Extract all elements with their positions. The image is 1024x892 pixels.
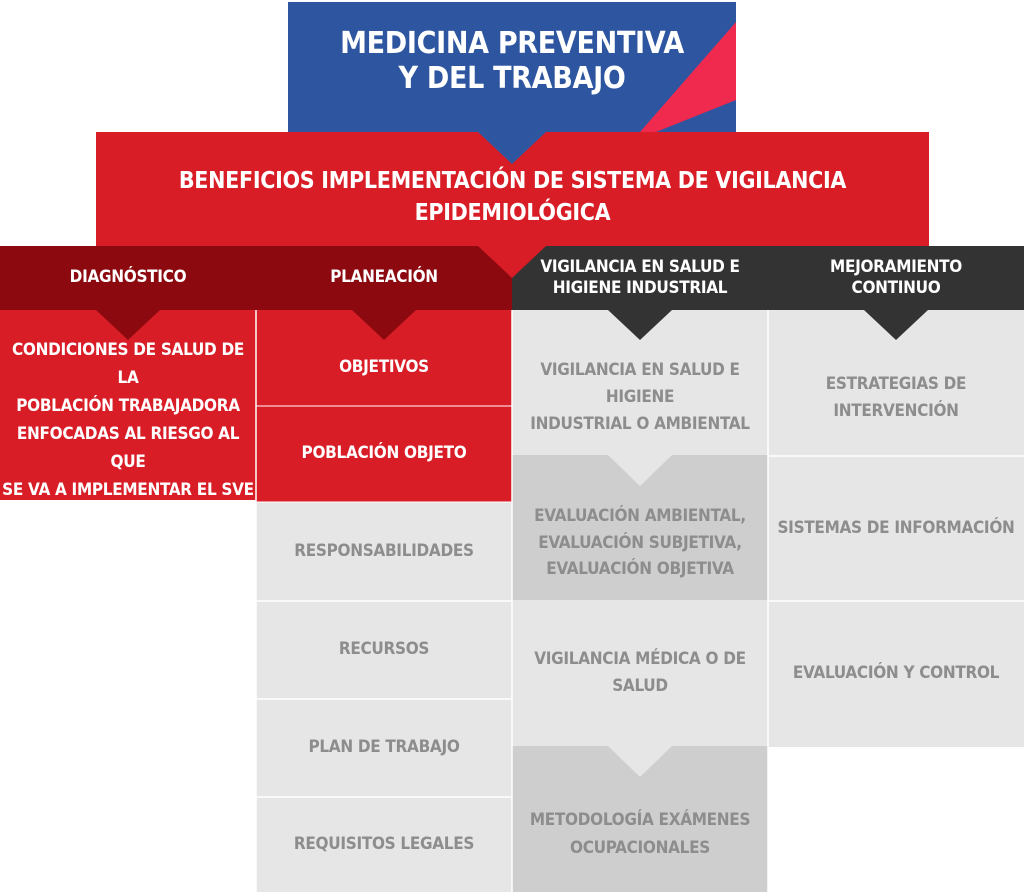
mejoramiento-item-estrategias	[768, 340, 1024, 456]
mejoramiento-item-estrategias-line-1: ESTRATEGIAS DE	[825, 373, 967, 394]
planeacion-item-poblacion	[256, 406, 512, 502]
planeacion-item-responsabilidades-label: RESPONSABILIDADES	[294, 540, 474, 561]
vigilancia-item-1-line-1: VIGILANCIA EN SALUD E HIGIENE	[540, 359, 740, 407]
planeacion-item-responsabilidades	[256, 502, 512, 601]
planeacion-item-requisitos	[256, 797, 512, 892]
title-line-1: MEDICINA PREVENTIVA	[340, 25, 684, 61]
vigilancia-item-4-line-1: METODOLOGÍA EXÁMENES	[529, 810, 751, 831]
title-line-2: Y DEL TRABAJO	[398, 61, 626, 96]
diagnostico-line-2: POBLACIÓN TRABAJADORA	[16, 395, 240, 416]
title-pointer-arrow-over-banner	[478, 132, 546, 164]
header-mejoramiento-line-1: MEJORAMIENTO	[830, 256, 962, 277]
header-vigilancia-line-2: HIGIENE INDUSTRIAL	[552, 278, 728, 298]
header-diagnostico	[0, 246, 256, 310]
vigilancia-item-2-line-2: EVALUACIÓN SUBJETIVA,	[538, 532, 742, 553]
vigilancia-item-2	[512, 486, 768, 600]
planeacion-item-plan-label: PLAN DE TRABAJO	[308, 737, 460, 758]
vigilancia-item-4-line-2: OCUPACIONALES	[570, 837, 710, 858]
planeacion-item-recursos	[256, 601, 512, 699]
header-mejoramiento	[768, 246, 1024, 310]
mejoramiento-item-sistemas	[768, 456, 1024, 601]
vigilancia-item-2-line-3: EVALUACIÓN OBJETIVA	[546, 559, 734, 580]
diagnostico-item	[0, 340, 256, 500]
planeacion-item-plan	[256, 699, 512, 797]
header-vigilancia	[512, 246, 768, 310]
vigilancia-item-3	[512, 600, 768, 746]
diagnostico-line-1: CONDICIONES DE SALUD DE LA	[11, 339, 245, 388]
header-vigilancia-line-1: VIGILANCIA EN SALUD E	[540, 256, 740, 277]
header-planeacion	[256, 246, 512, 310]
diagnostico-line-3: ENFOCADAS AL RIESGO AL QUE	[16, 424, 240, 473]
benefits-banner: BENEFICIOS IMPLEMENTACIÓN DE SISTEMA DE VIGILANCIA EPIDEMIOLÓGICA	[96, 132, 929, 246]
header-mejoramiento-line-2: CONTINUO	[851, 278, 941, 298]
header-diagnostico-label: DIAGNÓSTICO	[69, 267, 187, 288]
vigilancia-item-4	[512, 777, 768, 892]
header-planeacion-label: PLANEACIÓN	[330, 267, 438, 288]
planeacion-item-objetivos-label: OBJETIVOS	[339, 357, 429, 378]
vigilancia-item-3-label: VIGILANCIA MÉDICA O DE SALUD	[534, 648, 746, 696]
planeacion-item-recursos-label: RECURSOS	[338, 639, 430, 660]
mejoramiento-item-estrategias-line-2: INTERVENCIÓN	[833, 401, 959, 421]
diagnostico-line-4: SE VA A IMPLEMENTAR EL SVE	[2, 480, 254, 501]
vigilancia-item-1-line-2: INDUSTRIAL O AMBIENTAL	[530, 414, 750, 435]
planeacion-item-poblacion-label: POBLACIÓN OBJETO	[301, 443, 467, 464]
vigilancia-item-2-line-1: EVALUACIÓN AMBIENTAL,	[534, 506, 746, 527]
vigilancia-item-1	[512, 340, 768, 455]
planeacion-item-requisitos-label: REQUISITOS LEGALES	[293, 833, 475, 854]
mejoramiento-item-sistemas-label: SISTEMAS DE INFORMACIÓN	[777, 517, 1015, 538]
mejoramiento-item-evaluacion-label: EVALUACIÓN Y CONTROL	[792, 663, 1000, 684]
mejoramiento-item-evaluacion	[768, 601, 1024, 747]
planeacion-item-objetivos	[256, 330, 512, 406]
